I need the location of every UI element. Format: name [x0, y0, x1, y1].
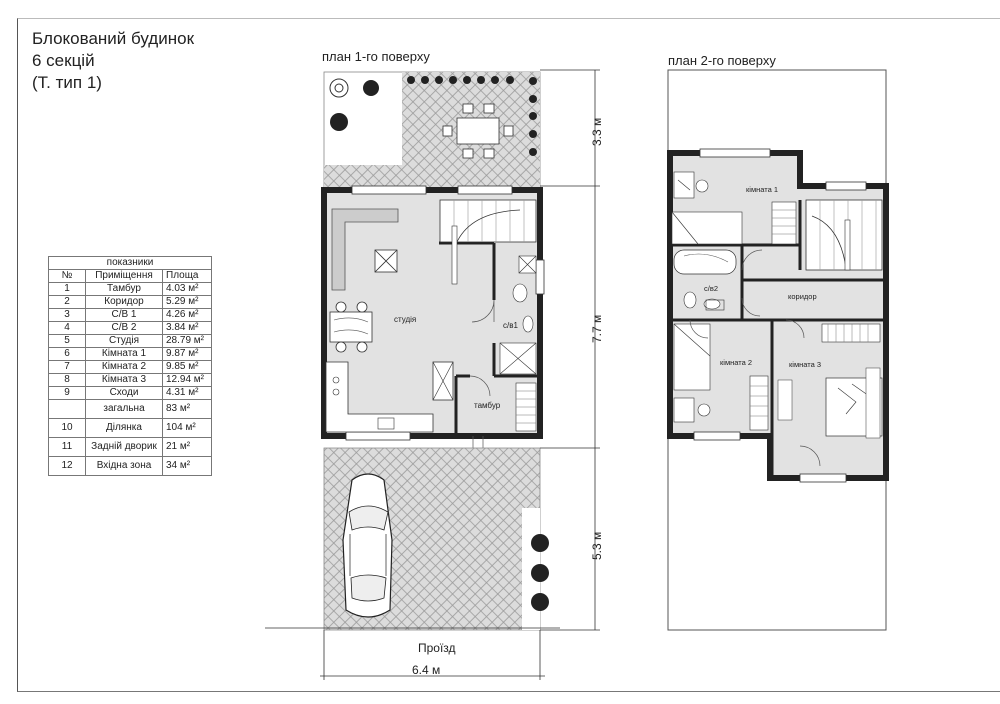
table-cell: 3 — [49, 309, 86, 322]
table-cell: 34 м² — [163, 457, 212, 476]
table-cell: 9.85 м² — [163, 361, 212, 374]
table-cell: 21 м² — [163, 438, 212, 457]
table-cell: Тамбур — [86, 283, 163, 296]
table-cell: Ділянка — [86, 419, 163, 438]
table-cell: 5 — [49, 335, 86, 348]
table-cell: 104 м² — [163, 419, 212, 438]
ground-floor-house — [324, 186, 544, 482]
room-label-room1: кімната 1 — [746, 185, 779, 194]
table-cell: 83 м² — [163, 400, 212, 419]
room-label-bath2: с/в2 — [704, 284, 718, 293]
table-cell: 7 — [49, 361, 86, 374]
table-cell: 8 — [49, 374, 86, 387]
table-cell: Кімната 3 — [86, 374, 163, 387]
table-cell: 4.26 м² — [163, 309, 212, 322]
table-cell: 11 — [49, 438, 86, 457]
table-cell: 12 — [49, 457, 86, 476]
table-cell: С/В 1 — [86, 309, 163, 322]
floor1-plan — [265, 70, 604, 680]
table-cell: Кімната 2 — [86, 361, 163, 374]
room-label-room2: кімната 2 — [720, 358, 753, 367]
table-header-cell: Площа — [163, 270, 212, 283]
room-label-room3: кімната 3 — [789, 360, 822, 369]
floor2-plan-label: план 2-го поверху — [668, 53, 776, 68]
dimension-3-3m: 3.3 м — [590, 117, 604, 146]
table-cell: 12.94 м² — [163, 374, 212, 387]
table-cell: 4.03 м² — [163, 283, 212, 296]
driveway-label: Проїзд — [418, 641, 456, 655]
dimension-5-3m: 5.3 м — [590, 531, 604, 560]
table-cell: 10 — [49, 419, 86, 438]
room-label-corridor: коридор — [788, 292, 817, 301]
table-cell: Задній дворик — [86, 438, 163, 457]
floor1-plan-label: план 1-го поверху — [322, 49, 430, 64]
dimension-6-4m: 6.4 м — [412, 663, 441, 677]
title-line-1: Блокований будинок — [32, 29, 195, 48]
room-label-vestibule: тамбур — [474, 401, 501, 410]
title-line-3: (Т. тип 1) — [32, 73, 102, 92]
tree-icon — [531, 534, 549, 611]
stairs-icon — [806, 200, 882, 270]
table-cell: Коридор — [86, 296, 163, 309]
table-caption: показники — [49, 257, 212, 270]
table-cell: 4 — [49, 322, 86, 335]
table-cell: 1 — [49, 283, 86, 296]
table-cell: 6 — [49, 348, 86, 361]
table-cell: 4.31 м² — [163, 387, 212, 400]
dimension-7-7m: 7.7 м — [590, 314, 604, 343]
table-cell: Студія — [86, 335, 163, 348]
room-label-bath1: с/в1 — [503, 321, 518, 330]
car-icon — [343, 474, 392, 617]
title-line-2: 6 секцій — [32, 51, 95, 70]
table-cell: 2 — [49, 296, 86, 309]
floor2-plan — [668, 70, 886, 630]
room-label-studio: студія — [394, 315, 417, 324]
table-cell: загальна — [86, 400, 163, 419]
table-cell: 5.29 м² — [163, 296, 212, 309]
table-cell: С/В 2 — [86, 322, 163, 335]
table-cell: Вхідна зона — [86, 457, 163, 476]
table-cell: Сходи — [86, 387, 163, 400]
table-header-cell: № — [49, 270, 86, 283]
table-cell: Кімната 1 — [86, 348, 163, 361]
table-cell: 9.87 м² — [163, 348, 212, 361]
table-header-cell: Приміщення — [86, 270, 163, 283]
table-cell: 3.84 м² — [163, 322, 212, 335]
table-cell: 28.79 м² — [163, 335, 212, 348]
table-cell: 9 — [49, 387, 86, 400]
